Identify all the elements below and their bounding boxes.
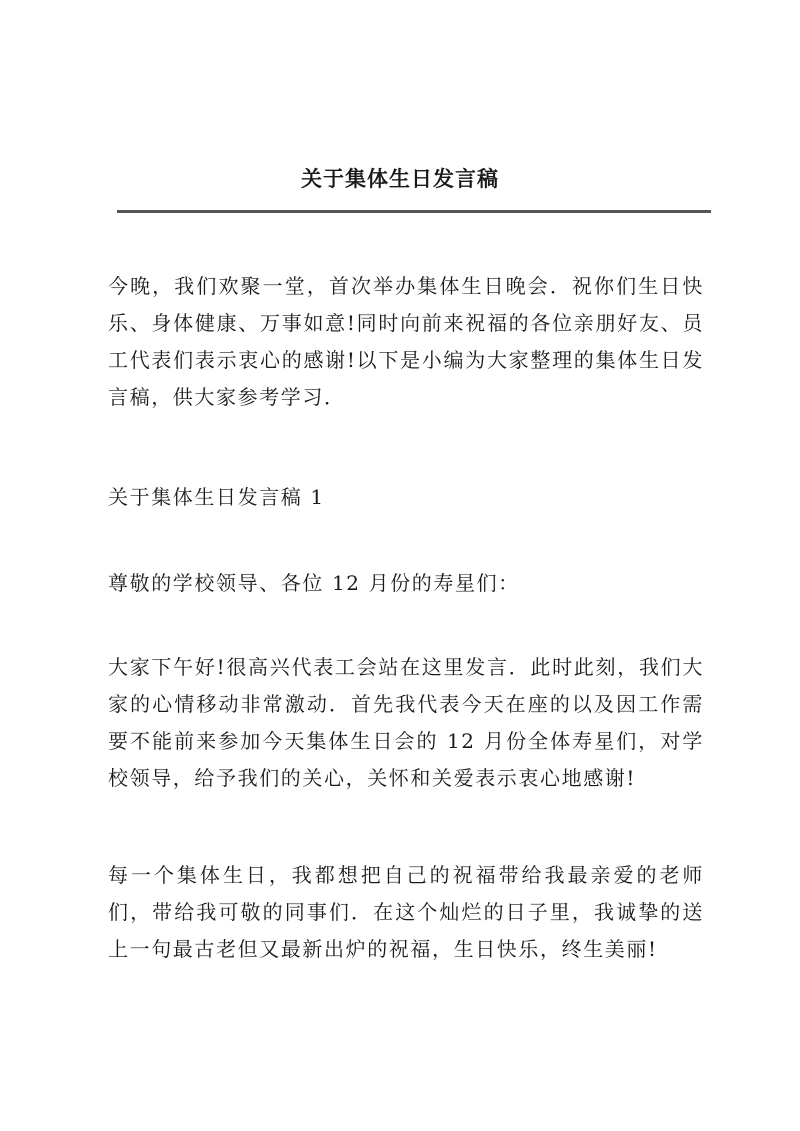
document-title: 关于集体生日发言稿: [301, 166, 499, 191]
salutation-paragraph: 尊敬的学校领导、各位 12 月份的寿星们：: [108, 571, 520, 595]
title-divider: [117, 210, 711, 213]
section-heading: 关于集体生日发言稿 1: [108, 485, 325, 509]
intro-paragraph: 今晚，我们欢聚一堂，首次举办集体生日晚会．祝你们生日快乐、身体健康、万事如意!同时向前来祝福的各位亲朋好友、员工代表们表示衷心的感谢!以下是小编为大家整理的集体生日发言稿，供大家参考学习．: [108, 274, 704, 409]
body-paragraph: 每一个集体生日，我都想把自己的祝福带给我最亲爱的老师们，带给我可敬的同事们．在这个灿烂的日子里，我诚挚的送上一句最古老但又最新出炉的祝福，生日快乐，终生美丽!: [108, 863, 704, 961]
body-paragraph: 大家下午好!很高兴代表工会站在这里发言．此时此刻，我们大家的心情移动非常激动．首先我代表今天在座的以及因工作需要不能前来参加今天集体生日会的 12 月份全体寿星们，对学校领导，给予我们的关心，关怀和关爱表示衷心地感谢!: [108, 655, 704, 790]
